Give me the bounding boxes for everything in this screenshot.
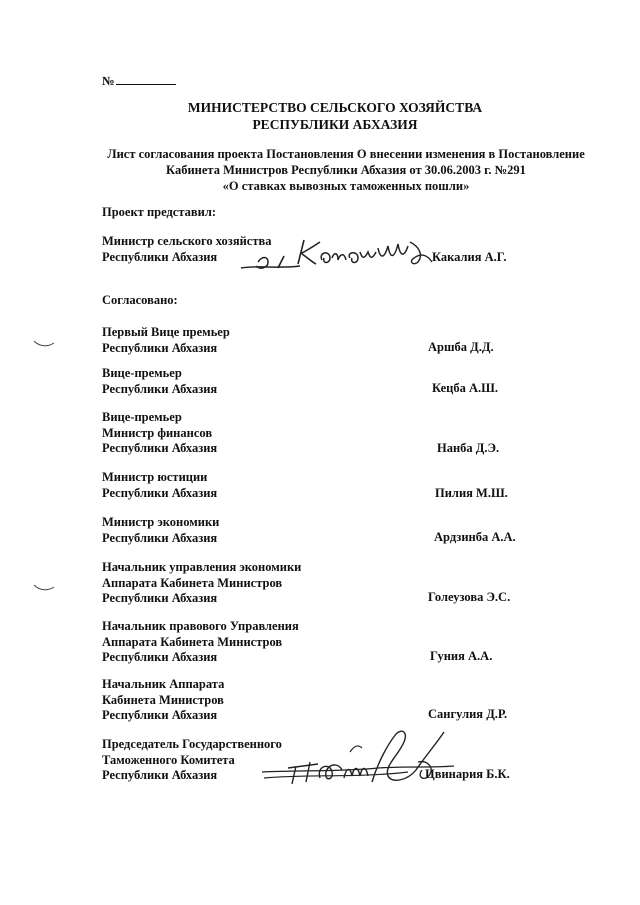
number-blank-line xyxy=(116,74,176,85)
presenter-name: Какалия А.Г. xyxy=(432,250,507,264)
approver-title-line: Вице-премьер xyxy=(102,366,182,380)
scan-mark xyxy=(32,583,56,595)
approver-title xyxy=(102,470,217,501)
presented-label: Проект представил: xyxy=(102,205,217,219)
approver-title xyxy=(102,677,224,724)
approver-title-line: Вице-премьер xyxy=(102,410,182,424)
ministry-line-2: РЕСПУБЛИКИ АБХАЗИЯ xyxy=(252,117,418,132)
approver-title-line: Республики Абхазия xyxy=(102,340,218,355)
document-number xyxy=(102,74,176,89)
approver-name: Ардзинба А.А. xyxy=(434,530,516,544)
approver-title xyxy=(102,619,299,666)
presenter-title-line-1: Министр сельского хозяйства xyxy=(102,234,272,248)
approver-title-line: Министр экономики xyxy=(102,515,220,529)
subject-line-1: Лист согласования проекта Постановления О внесении изменения в Постановление xyxy=(107,147,585,161)
approver-title-line: Начальник управления экономики xyxy=(102,560,302,574)
approver-title-line: Республики Абхазия xyxy=(102,650,218,664)
approver-title-line: Председатель Государственного xyxy=(102,737,282,751)
approver-title xyxy=(102,737,282,784)
approver-title-line: Аппарата Кабинета Министров xyxy=(102,575,283,590)
presenter-title-line-2: Республики Абхазия xyxy=(102,249,218,264)
approver-title-line: Аппарата Кабинета Министров xyxy=(102,634,283,649)
number-label: № xyxy=(102,74,115,88)
ministry-line-1: МИНИСТЕРСТВО СЕЛЬСКОГО ХОЗЯЙСТВА xyxy=(187,100,483,115)
presenter-signature xyxy=(238,232,438,278)
approver-title-line: Республики Абхазия xyxy=(102,441,218,455)
approver-title xyxy=(102,515,219,546)
ministry-header xyxy=(0,99,640,133)
approver-title-line: Кабинета Министров xyxy=(102,692,224,707)
approver-title-line: Республики Абхазия xyxy=(102,708,218,722)
subject-line-2: Кабинета Министров Республики Абхазия от 30.06.2003 г. №291 xyxy=(166,163,526,177)
approver-name: Гуния А.А. xyxy=(430,649,493,663)
approver-name: Голеузова Э.С. xyxy=(428,590,511,604)
approver-title-line: Министр юстиции xyxy=(102,470,208,484)
approver-name: Цвинария Б.К. xyxy=(425,767,510,781)
approver-title-line: Министр финансов xyxy=(102,425,213,440)
document-subject xyxy=(0,146,640,194)
approver-title-line: Первый Вице премьер xyxy=(102,325,230,339)
approver-name: Сангулия Д.Р. xyxy=(428,707,508,721)
approver-name: Пилия М.Ш. xyxy=(435,486,508,500)
subject-line-3: «О ставках вывозных таможенных пошли» xyxy=(222,179,470,193)
approver-title xyxy=(102,410,217,457)
approver-title xyxy=(102,366,217,397)
approver-title-line: Таможенного Комитета xyxy=(102,752,235,767)
approver-name: Аршба Д.Д. xyxy=(428,340,494,354)
approver-title xyxy=(102,325,230,356)
approver-title-line: Республики Абхазия xyxy=(102,381,218,396)
approver-title xyxy=(102,560,301,607)
scan-mark xyxy=(32,339,56,351)
approver-title-line: Республики Абхазия xyxy=(102,485,218,500)
approver-title-line: Республики Абхазия xyxy=(102,768,218,782)
approver-title-line: Начальник Аппарата xyxy=(102,677,225,691)
customs-chairman-signature xyxy=(258,722,458,794)
approver-title-line: Республики Абхазия xyxy=(102,591,218,605)
approver-name: Кецба А.Ш. xyxy=(432,381,498,395)
approver-title-line: Республики Абхазия xyxy=(102,530,218,545)
approver-name: Нанба Д.Э. xyxy=(437,441,500,455)
agreed-label: Согласовано: xyxy=(102,293,178,307)
approver-title-line: Начальник правового Управления xyxy=(102,619,299,633)
